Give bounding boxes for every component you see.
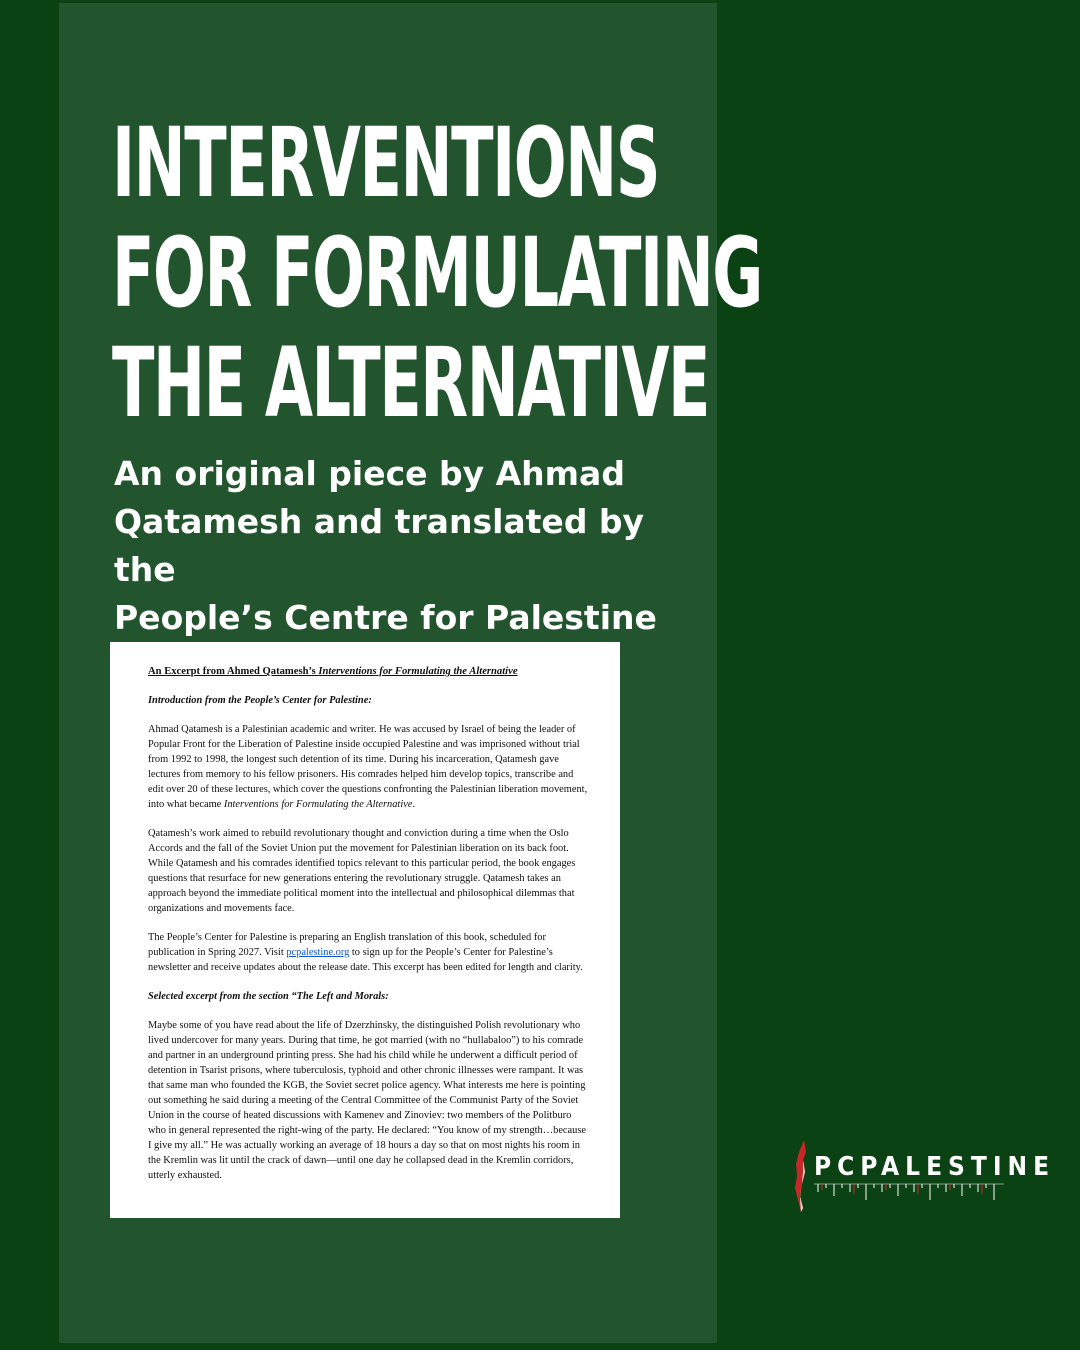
paragraph-1-text: Ahmad Qatamesh is a Palestinian academic and writer. He was accused by Israel of being the leader of Popular Front for the Liberation of Palestine inside occupied Palestine and was imprisoned without trial from 1992 to 1998, the longest such detention of its time. During his incarceration, Qatamesh gave lectures from memory to his fellow prisoners. His comrades helped him develop topics, transcribe and edit over 20 of these lectures, which cover the questions confronting the Palestinian liberation movement, into what became xyxy=(148,724,588,810)
title-line-1: INTERVENTIONS xyxy=(112,107,660,219)
document-heading-prefix: An Excerpt from Ahmed Qatamesh’s xyxy=(148,666,319,677)
title-line-2: FOR FORMULATING xyxy=(112,217,762,329)
pcpalestine-logo xyxy=(790,1138,1056,1214)
excerpt-label: Selected excerpt from the section “The Left and Morals: xyxy=(148,991,389,1002)
logo-ruler-marks xyxy=(814,1182,1004,1204)
intro-label: Introduction from the People’s Center for Palestine: xyxy=(148,695,372,706)
palestine-map-icon xyxy=(790,1138,814,1214)
document-paragraph-2: Qatamesh’s work aimed to rebuild revolutionary thought and conviction during a time when the Oslo Accords and the fall of the Soviet Union put the movement for Palestinian liberation on its back foot. While Qatamesh and his comrades identified topics relevant to this particular period, the book engages questions that resurface for new generations entering the revolutionary struggle. Qatamesh takes an approach beyond the immediate political moment into the intellectual and philosophical dilemmas that organizations and movements face. xyxy=(148,828,576,914)
logo-text: PCPALESTINE xyxy=(814,1152,1056,1182)
subtitle-line-3: People’s Centre for Palestine xyxy=(114,598,657,637)
paragraph-1-end: . xyxy=(412,799,416,810)
document-paragraph-3 xyxy=(148,930,590,975)
document-heading xyxy=(148,664,590,679)
pcpalestine-link[interactable]: pcpalestine.org xyxy=(286,947,350,958)
document-paragraph-1 xyxy=(148,722,590,812)
document-paragraph-4: Maybe some of you have read about the life of Dzerzhinsky, the distinguished Polish revolutionary who lived undercover for many years. During that time, he got married (with no “hullabaloo”) to his comrade and partner in an underground printing press. She had his child while he underwent a difficult period of detention in Tsarist prisons, where tuberculosis, typhoid and other chronic illnesses were rampant. It was that same man who founded the KGB, the Soviet secret police agency. What interests me here is pointing out something he said during a meeting of the Central Committee of the Communist Party of the Soviet Union in the course of heated discussions with Kamenev and Zinoviev: two members of the Politburo who in general represented the right-wing of the party. He declared: “You know of my strength…because I give my all.” He was actually working an average of 18 hours a day so that on most nights his room in the Kremlin was lit until the crack of dawn—until one day he collapsed dead in the Kremlin corridors, utterly exhausted. xyxy=(148,1020,587,1181)
subtitle-line-2: Qatamesh and translated by the xyxy=(114,502,645,589)
paragraph-1-book-title: Interventions for Formulating the Alternative xyxy=(223,799,413,810)
paragraph-3-start: The People’s Center for Palestine is preparing an English translation of this book, scheduled for publication in Spring 2027. Visit xyxy=(148,932,546,958)
title-line-3: THE ALTERNATIVE xyxy=(112,327,710,439)
subtitle-line-1: An original piece by Ahmad xyxy=(114,454,625,493)
document-heading-title: Interventions for Formulating the Alternative xyxy=(318,666,518,677)
paragraph-3-end: to sign up for the People’s Center for Palestine’s newsletter and receive updates about the release date. This excerpt has been edited for length and clarity. xyxy=(148,947,583,973)
page-title xyxy=(112,107,762,439)
document-excerpt-image xyxy=(110,642,620,1218)
subtitle xyxy=(114,450,694,642)
